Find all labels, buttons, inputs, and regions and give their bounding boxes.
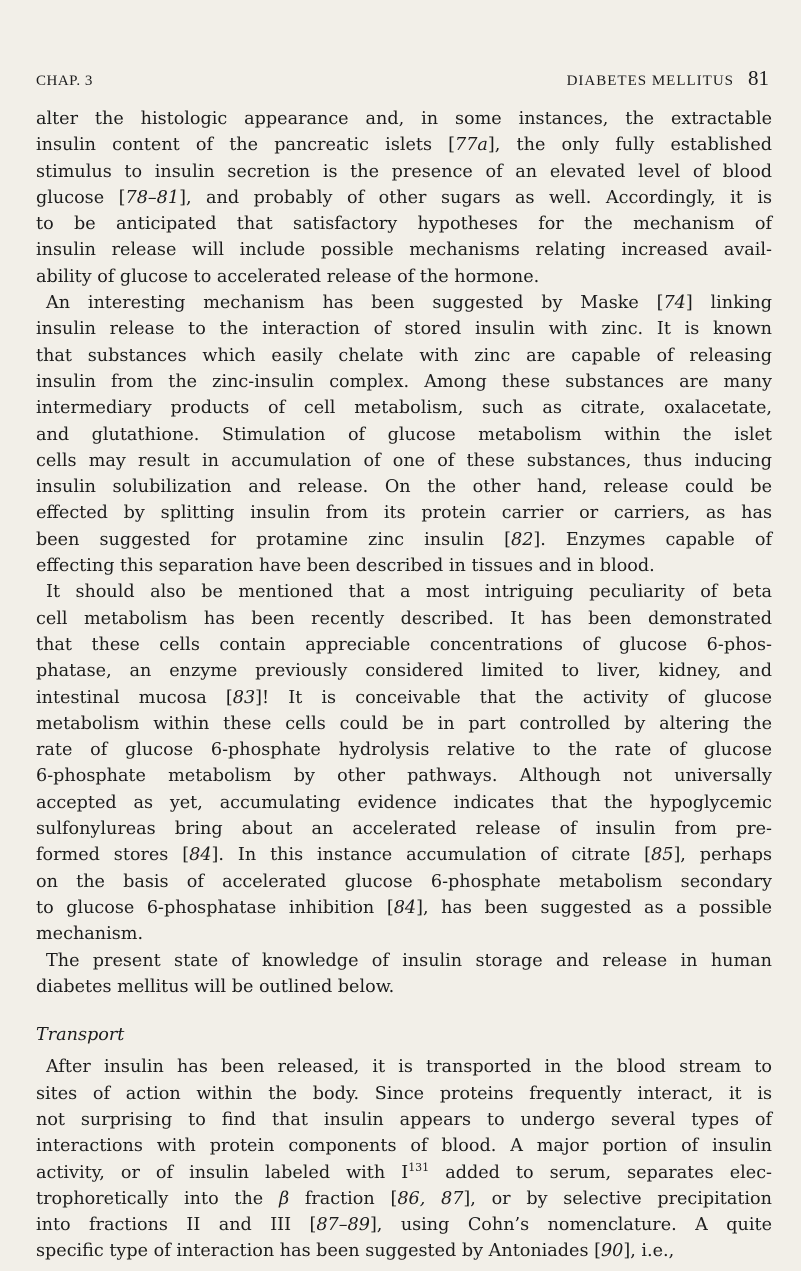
text-line bbox=[36, 132, 772, 158]
citation-ref: 85 bbox=[651, 845, 674, 866]
text-run: insulin release to the interaction of stored insulin with zinc. It is known bbox=[36, 319, 772, 340]
text-run: cell metabolism has been recently described. It has been demonstrated bbox=[36, 608, 772, 629]
text-run: accepted as yet, accumulating evidence indicates that the hypoglycemic bbox=[36, 792, 772, 813]
text-line bbox=[36, 1133, 772, 1159]
text-line bbox=[36, 606, 772, 632]
text-run: added to serum, separates elec- bbox=[429, 1162, 772, 1183]
text-run: insulin content of the pancreatic islets [ bbox=[36, 135, 456, 156]
text-run: insulin solubilization and release. On the other hand, release could be bbox=[36, 477, 772, 498]
text-line bbox=[36, 343, 772, 369]
text-run: insulin from the zinc-insulin complex. Among these substances are many bbox=[36, 371, 772, 392]
text-line bbox=[36, 579, 772, 605]
text-line bbox=[36, 1107, 772, 1133]
text-run: effecting this separation have been described in tissues and in blood. bbox=[36, 556, 655, 577]
text-line bbox=[36, 948, 772, 974]
page-number: 81 bbox=[748, 66, 769, 90]
text-line bbox=[36, 632, 772, 658]
text-line bbox=[36, 106, 772, 132]
text-run: and glutathione. Stimulation of glucose metabolism within the islet bbox=[36, 424, 772, 445]
text-run: It should also be mentioned that a most intriguing peculiarity of beta bbox=[46, 582, 772, 603]
citation-ref: 86, 87 bbox=[397, 1188, 464, 1209]
text-run: activity, or of insulin labeled with I bbox=[36, 1162, 409, 1183]
citation-ref: 87–89 bbox=[316, 1215, 370, 1236]
text-run: intestinal mucosa [ bbox=[36, 687, 233, 708]
text-run: that substances which easily chelate with zinc are capable of releasing bbox=[36, 345, 772, 366]
text-run: cells may result in accumulation of one of these substances, thus inducing bbox=[36, 450, 772, 471]
text-run: ], and probably of other sugars as well. Accordingly, it is bbox=[179, 187, 772, 208]
text-run: diabetes mellitus will be outlined below. bbox=[36, 976, 395, 997]
text-line bbox=[36, 921, 772, 947]
text-line bbox=[36, 500, 772, 526]
text-run: An interesting mechanism has been suggested by Maske [ bbox=[46, 293, 664, 314]
running-title-group bbox=[567, 66, 769, 91]
text-run: not surprising to find that insulin appears to undergo several types of bbox=[36, 1109, 772, 1130]
text-line bbox=[36, 185, 772, 211]
paragraph bbox=[36, 106, 772, 290]
text-line bbox=[36, 395, 772, 421]
text-line bbox=[36, 737, 772, 763]
text-line bbox=[36, 763, 772, 789]
text-run: effected by splitting insulin from its protein carrier or carriers, as has bbox=[36, 503, 772, 524]
citation-ref: 74 bbox=[663, 293, 686, 314]
text-run: formed stores [ bbox=[36, 845, 190, 866]
text-run: on the basis of accelerated glucose 6-phosphate metabolism secondary bbox=[36, 871, 772, 892]
text-line bbox=[36, 1054, 772, 1080]
text-line bbox=[36, 1238, 772, 1264]
text-line bbox=[36, 474, 772, 500]
text-run: glucose [ bbox=[36, 187, 126, 208]
citation-ref: 83 bbox=[232, 687, 256, 708]
text-run: ], has been suggested as a possible bbox=[416, 897, 772, 918]
text-run: 6-phosphate metabolism by other pathways. Although not universally bbox=[36, 766, 772, 787]
text-line bbox=[36, 895, 772, 921]
text-run: intermediary products of cell metabolism, such as citrate, oxalacetate, bbox=[36, 398, 772, 419]
text-line bbox=[36, 448, 772, 474]
text-run: ], using Cohn’s nomenclature. A quite bbox=[369, 1215, 772, 1236]
citation-ref: 77a bbox=[455, 135, 488, 156]
text-run: metabolism within these cells could be in part controlled by altering the bbox=[36, 713, 772, 734]
text-run: ], the only fully established bbox=[487, 135, 772, 156]
text-line bbox=[36, 237, 772, 263]
text-line bbox=[36, 264, 772, 290]
paragraph bbox=[36, 579, 772, 947]
text-run: ability of glucose to accelerated release of the hormone. bbox=[36, 266, 540, 287]
text-run: ], perhaps bbox=[673, 845, 773, 866]
text-run: to be anticipated that satisfactory hypotheses for the mechanism of bbox=[36, 214, 772, 235]
text-run: specific type of interaction has been suggested by Antoniades [ bbox=[36, 1241, 601, 1262]
text-line bbox=[36, 1160, 772, 1186]
text-line bbox=[36, 527, 772, 553]
body-text bbox=[36, 106, 772, 1265]
running-header bbox=[36, 66, 769, 91]
text-run: stimulus to insulin secretion is the presence of an elevated level of blood bbox=[36, 161, 772, 182]
text-run: that these cells contain appreciable concentrations of glucose 6-phos- bbox=[36, 634, 772, 655]
section-heading: Transport bbox=[36, 1025, 125, 1046]
text-run: sulfonylureas bring about an accelerated release of insulin from pre- bbox=[36, 819, 772, 840]
text-run: interactions with protein components of blood. A major portion of insulin bbox=[36, 1136, 772, 1157]
text-line bbox=[36, 1186, 772, 1212]
text-run: sites of action within the body. Since proteins frequently interact, it is bbox=[36, 1083, 772, 1104]
text-run: ]! It is conceivable that the activity of glucose bbox=[255, 687, 772, 708]
text-run: The present state of knowledge of insulin storage and release in human bbox=[46, 950, 772, 971]
text-run: ]. Enzymes capable of bbox=[533, 529, 772, 550]
text-run: ], i.e., bbox=[623, 1241, 675, 1262]
text-line bbox=[36, 816, 772, 842]
text-line bbox=[36, 842, 772, 868]
text-line bbox=[36, 1081, 772, 1107]
text-line bbox=[36, 316, 772, 342]
text-run: been suggested for protamine zinc insulin [ bbox=[36, 529, 511, 550]
text-line bbox=[36, 711, 772, 737]
greek-symbol: β bbox=[278, 1188, 290, 1209]
citation-ref: 84 bbox=[189, 845, 212, 866]
text-line bbox=[36, 369, 772, 395]
citation-ref: 78–81 bbox=[125, 187, 180, 208]
text-run: ], or by selective precipitation bbox=[463, 1188, 772, 1209]
text-run: mechanism. bbox=[36, 924, 144, 945]
text-line bbox=[36, 1212, 772, 1238]
running-title: DIABETES MELLITUS bbox=[566, 73, 734, 89]
text-run: trophoretically into the bbox=[36, 1188, 279, 1209]
text-line bbox=[36, 685, 772, 711]
text-line bbox=[36, 790, 772, 816]
paragraph bbox=[36, 948, 772, 1001]
text-line bbox=[36, 658, 772, 684]
text-run: fraction [ bbox=[289, 1188, 398, 1209]
citation-ref: 82 bbox=[511, 529, 534, 550]
text-run: alter the histologic appearance and, in some instances, the extractable bbox=[36, 109, 772, 129]
text-run: to glucose 6-phosphatase inhibition [ bbox=[36, 897, 394, 918]
citation-ref: 90 bbox=[600, 1241, 624, 1262]
superscript: 131 bbox=[408, 1160, 430, 1174]
text-line bbox=[36, 211, 772, 237]
paragraph bbox=[36, 290, 772, 579]
citation-ref: 84 bbox=[393, 897, 417, 918]
chapter-label: CHAP. 3 bbox=[36, 73, 93, 89]
text-line bbox=[36, 869, 772, 895]
text-line bbox=[36, 553, 772, 579]
text-run: ]. In this instance accumulation of citrate [ bbox=[211, 845, 652, 866]
paragraph bbox=[36, 1054, 772, 1264]
text-run: insulin release will include possible mechanisms relating increased avail- bbox=[36, 240, 772, 261]
text-line bbox=[36, 290, 772, 316]
text-run: ] linking bbox=[685, 293, 772, 314]
text-line bbox=[36, 422, 772, 448]
text-run: rate of glucose 6-phosphate hydrolysis relative to the rate of glucose bbox=[36, 740, 772, 761]
text-line bbox=[36, 159, 772, 185]
text-run: After insulin has been released, it is transported in the blood stream to bbox=[46, 1057, 772, 1078]
text-run: phatase, an enzyme previously considered limited to liver, kidney, and bbox=[36, 661, 772, 682]
text-line bbox=[36, 974, 772, 1000]
text-run: into fractions II and III [ bbox=[36, 1215, 317, 1236]
